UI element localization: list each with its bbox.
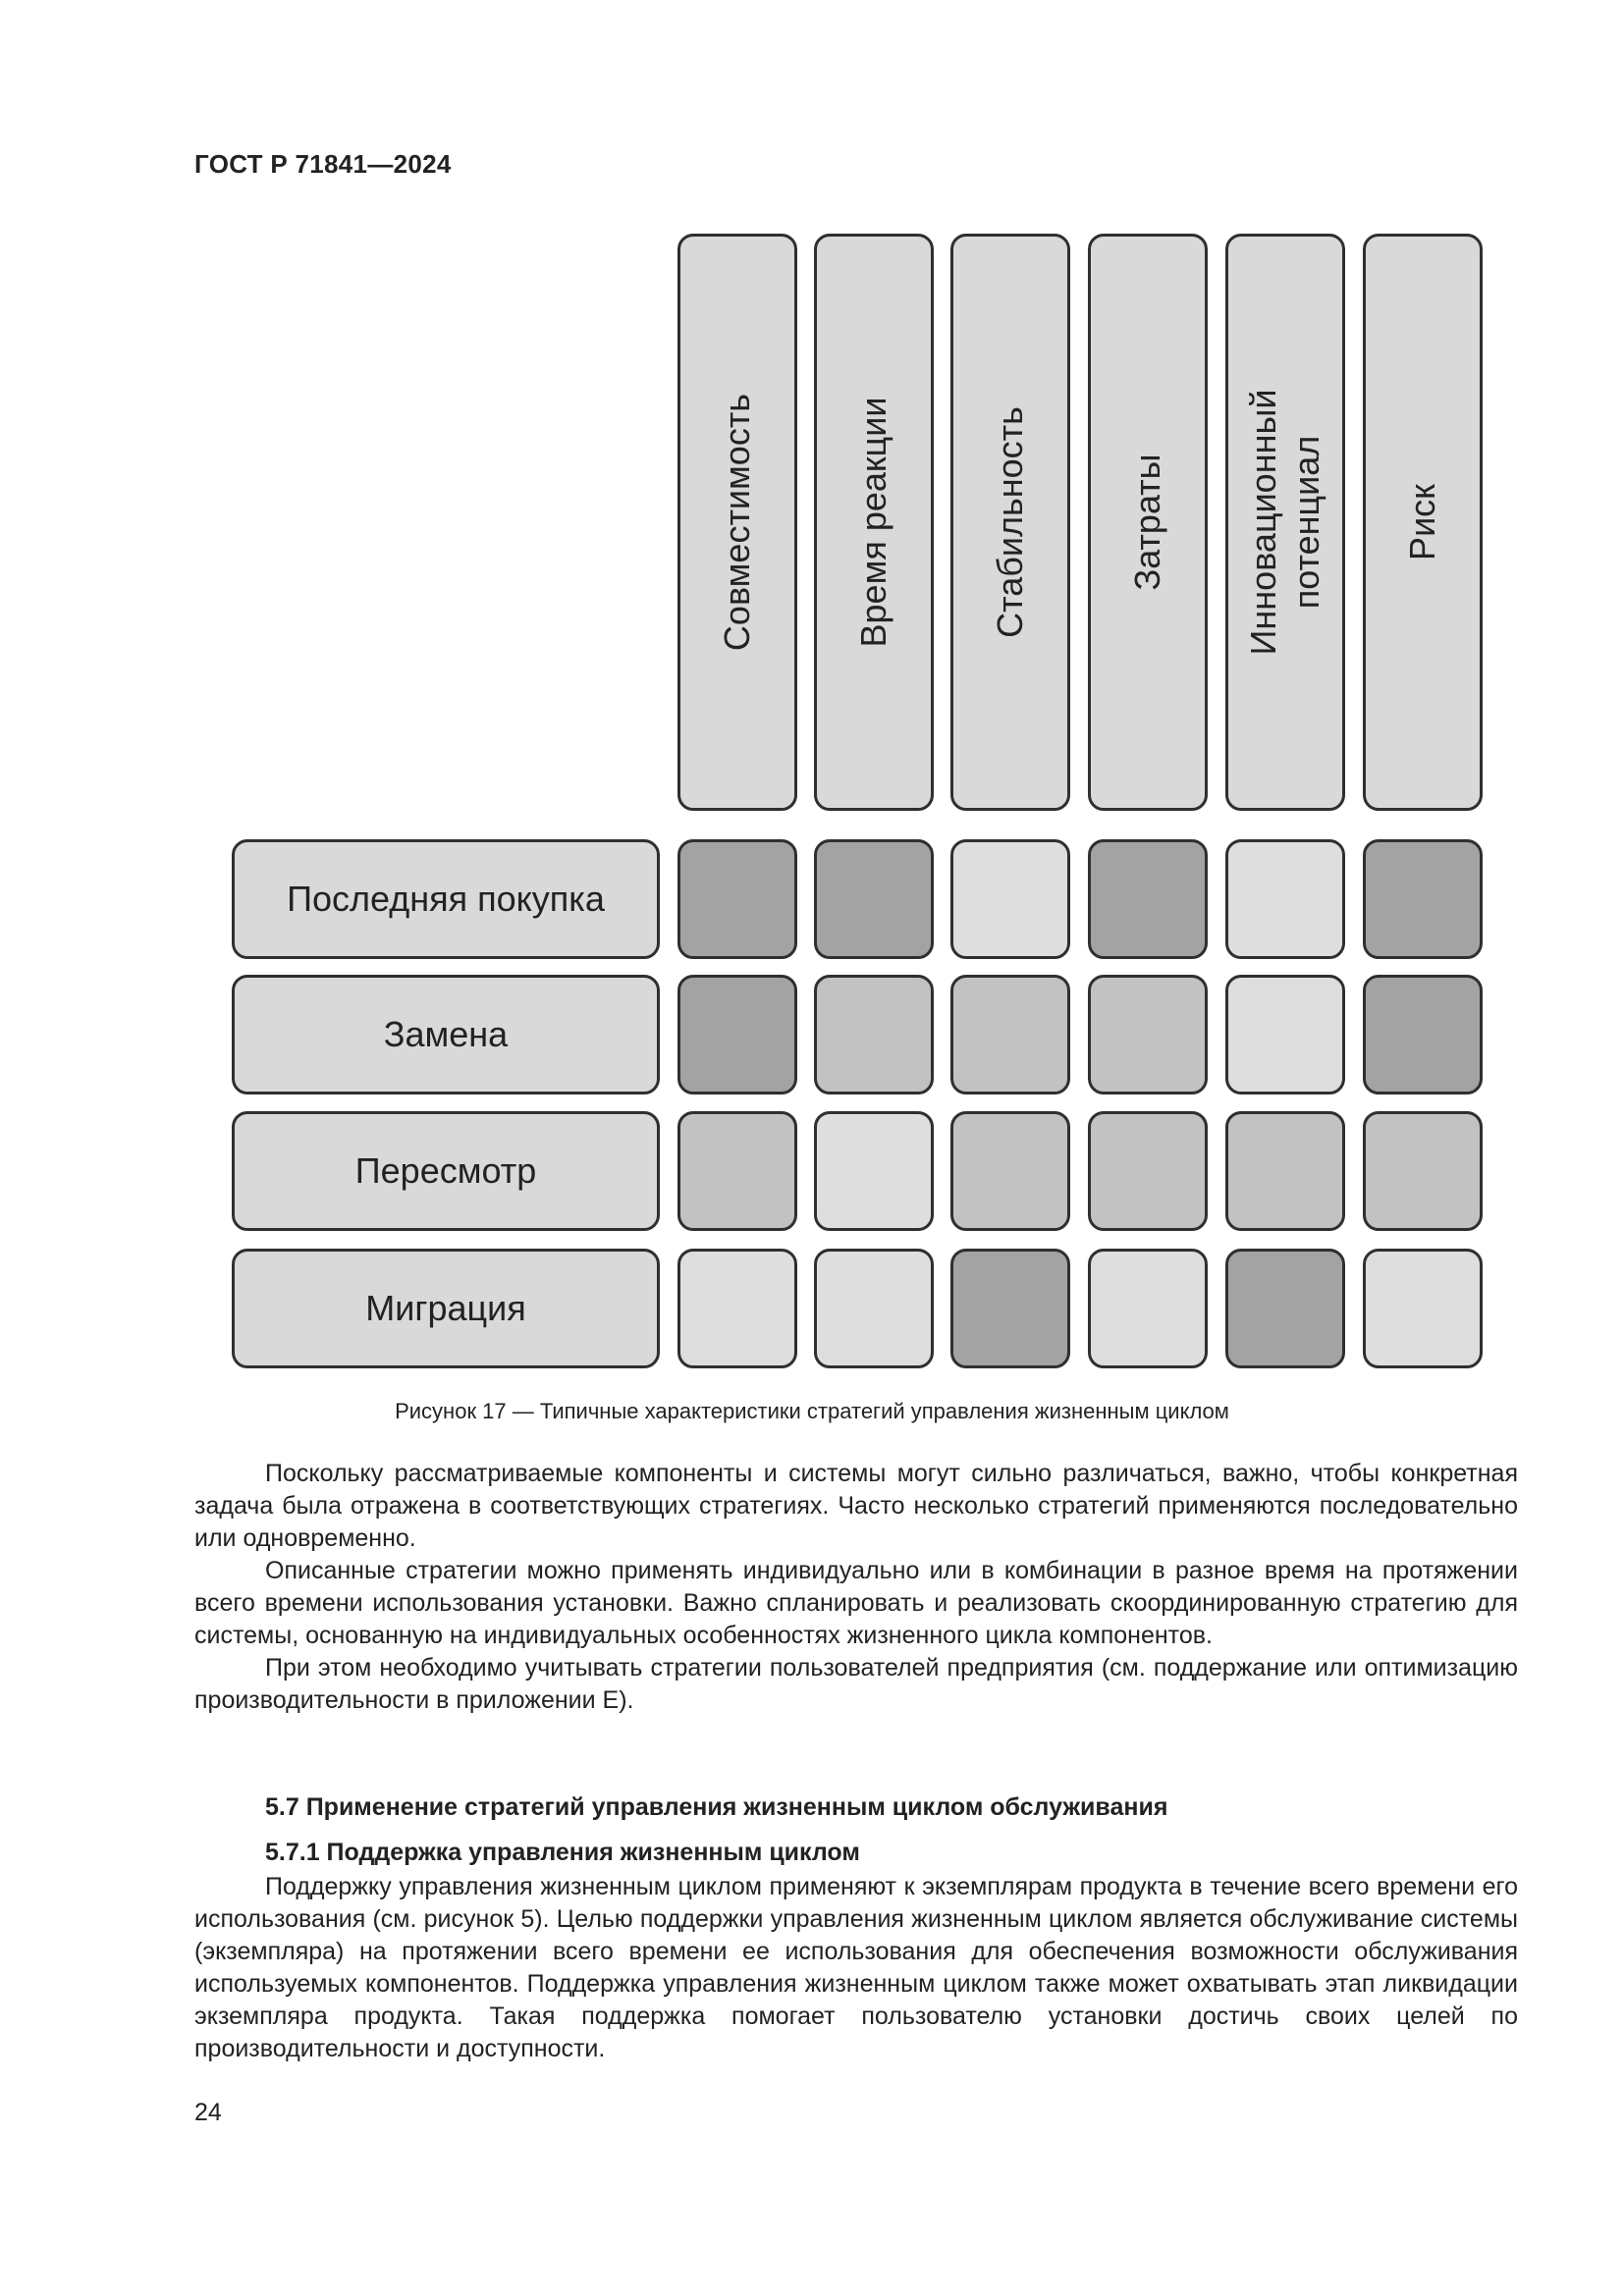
row-label: Замена: [232, 975, 660, 1095]
column-header: [677, 234, 797, 811]
matrix-cell: [1363, 1249, 1483, 1368]
matrix-cell: [1363, 839, 1483, 959]
matrix-cell: [1088, 975, 1208, 1095]
column-header-label: [716, 394, 759, 651]
row-label: Миграция: [232, 1249, 660, 1368]
matrix-cell: [1225, 839, 1345, 959]
column-header: [1363, 234, 1483, 811]
column-header-label: [1401, 484, 1444, 561]
matrix-cell: [1088, 1249, 1208, 1368]
document-header: ГОСТ Р 71841—2024: [194, 149, 452, 179]
matrix-cell: [1225, 975, 1345, 1095]
matrix-cell: [950, 975, 1070, 1095]
paragraph: Описанные стратегии можно применять индивидуально или в комбинации в разное время на протяжении всего времени использования установки. Важно спланировать и реализовать скоординированную стратегию для системы, основанную на индивидуальных особенностях жизненного цикла компонентов.: [194, 1557, 1518, 1649]
matrix-cell: [1225, 1249, 1345, 1368]
row-label: Последняя покупка: [232, 839, 660, 959]
matrix-cell: [1225, 1111, 1345, 1231]
column-header: [950, 234, 1070, 811]
matrix-cell: [1363, 1111, 1483, 1231]
paragraph: При этом необходимо учитывать стратегии пользователей предприятия (см. поддержание или оптимизацию производительности в приложении Е).: [194, 1654, 1518, 1714]
column-header-line: Риск: [1402, 484, 1442, 561]
matrix-cell: [950, 1249, 1070, 1368]
matrix-cell: [677, 839, 797, 959]
column-header-line: Инновационный: [1243, 389, 1283, 656]
matrix-cell: [814, 975, 934, 1095]
section-heading-5-7-1: 5.7.1 Поддержка управления жизненным циклом: [265, 1839, 860, 1866]
column-header-label: [1126, 454, 1169, 590]
matrix-cell: [677, 975, 797, 1095]
row-label: Пересмотр: [232, 1111, 660, 1231]
column-header-line: Совместимость: [717, 393, 757, 652]
matrix-cell: [677, 1249, 797, 1368]
column-header-label: [989, 406, 1032, 638]
column-header-line: Время реакции: [853, 397, 893, 648]
matrix-cell: [1363, 975, 1483, 1095]
matrix-cell: [1088, 839, 1208, 959]
column-header-line: Затраты: [1127, 454, 1167, 591]
matrix-cell: [814, 839, 934, 959]
body-text-2: [194, 1871, 1518, 2065]
paragraph: Поскольку рассматриваемые компоненты и системы могут сильно различаться, важно, чтобы конкретная задача была отражена в соответствующих стратегиях. Часто несколько стратегий применяются последовательно или одновременно.: [194, 1460, 1518, 1552]
matrix-cell: [814, 1249, 934, 1368]
body-text-1: [194, 1458, 1518, 1717]
paragraph: Поддержку управления жизненным циклом применяют к экземплярам продукта в течение всего времени его использования (см. рисунок 5). Целью поддержки управления жизненным циклом является обслуживание системы (экземпляра) на протяжении всего времени ее использования для обеспечения возможности обслуживания используемых компонентов. Поддержка управления жизненным циклом также может охватывать этап ликвидации экземпляра продукта. Такая поддержка помогает пользователю установки достичь своих целей по производительности и доступности.: [194, 1873, 1518, 2062]
section-heading-5-7: 5.7 Применение стратегий управления жизненным циклом обслуживания: [265, 1793, 1168, 1821]
column-header-label: [852, 398, 895, 648]
matrix-cell: [950, 1111, 1070, 1231]
column-header: [1225, 234, 1345, 811]
matrix-cell: [814, 1111, 934, 1231]
column-header-line: потенциал: [1286, 435, 1326, 610]
column-header-label: [1242, 390, 1328, 656]
column-header-line: Стабильность: [990, 406, 1030, 638]
column-header: [1088, 234, 1208, 811]
figure-caption: Рисунок 17 — Типичные характеристики стратегий управления жизненным циклом: [395, 1399, 1229, 1423]
matrix-cell: [950, 839, 1070, 959]
page-number: 24: [194, 2099, 222, 2126]
column-header: [814, 234, 934, 811]
matrix-cell: [1088, 1111, 1208, 1231]
matrix-cell: [677, 1111, 797, 1231]
